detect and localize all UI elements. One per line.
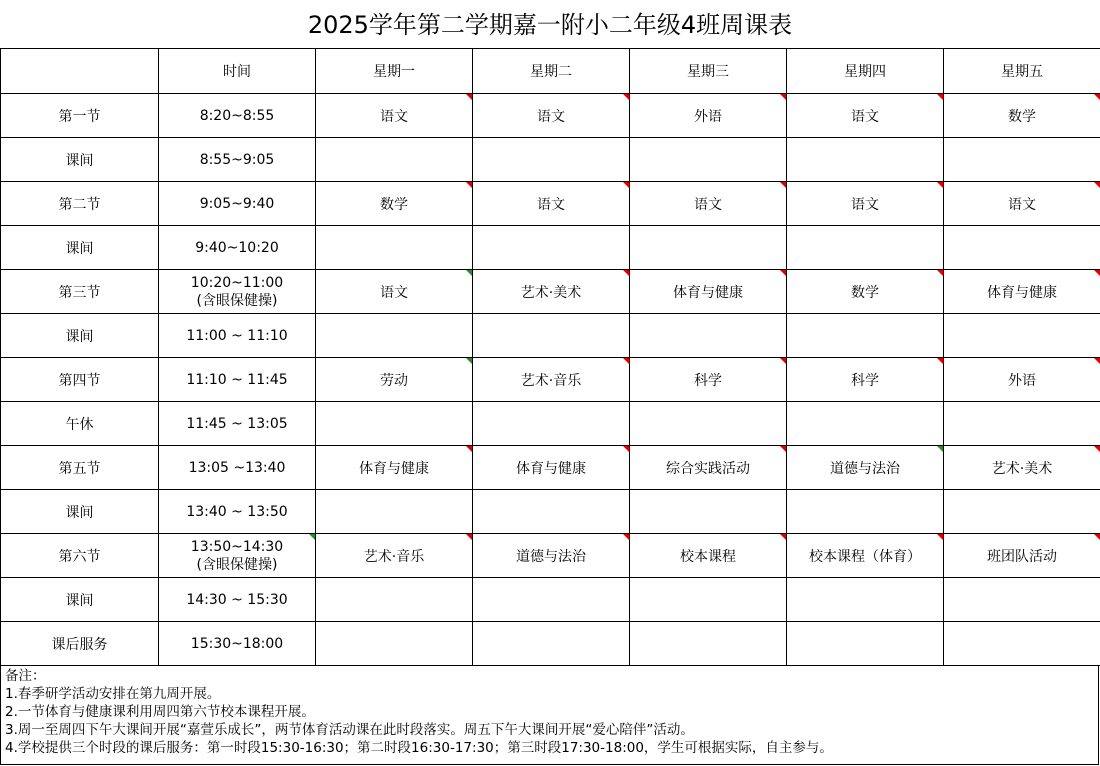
class-cell-friday	[944, 358, 1100, 402]
comment-marker	[937, 534, 943, 540]
comment-marker	[1094, 358, 1100, 364]
class-name: 外语	[1008, 372, 1036, 389]
class-cell-thursday	[787, 402, 944, 446]
class-cell-wednesday	[630, 490, 787, 534]
class-name: 语文	[380, 108, 408, 125]
time-cell	[159, 138, 316, 182]
time-cell	[159, 446, 316, 490]
class-cell-monday	[316, 358, 473, 402]
comment-marker	[780, 358, 786, 364]
time-text: (含眼保健操)	[196, 556, 278, 573]
comment-marker	[466, 534, 472, 540]
class-name: 数学	[1008, 108, 1036, 125]
comment-marker	[466, 270, 472, 276]
class-cell-thursday	[787, 182, 944, 226]
time-text: 13:40 ~ 13:50	[186, 503, 288, 520]
time-text: 14:30 ~ 15:30	[186, 591, 288, 608]
class-cell-friday	[944, 138, 1100, 182]
class-cell-monday	[316, 578, 473, 622]
class-cell-tuesday	[473, 182, 630, 226]
class-cell-monday	[316, 182, 473, 226]
schedule-row	[1, 270, 1100, 314]
class-name: 艺术·美术	[991, 460, 1053, 477]
class-name: 外语	[694, 108, 722, 125]
time-cell	[159, 182, 316, 226]
class-cell-friday	[944, 182, 1100, 226]
comment-marker	[780, 182, 786, 188]
comment-marker	[1094, 534, 1100, 540]
class-cell-monday	[316, 94, 473, 138]
class-cell-monday	[316, 138, 473, 182]
class-name: 班团队活动	[987, 548, 1057, 565]
schedule-row	[1, 578, 1100, 622]
class-cell-monday	[316, 402, 473, 446]
header-cell-time: 时间	[159, 49, 316, 94]
class-cell-monday	[316, 270, 473, 314]
comment-marker	[623, 446, 629, 452]
class-cell-thursday	[787, 534, 944, 578]
class-cell-friday	[944, 622, 1100, 666]
comment-marker	[1094, 182, 1100, 188]
comment-marker	[937, 358, 943, 364]
time-cell	[159, 270, 316, 314]
period-label: 第一节	[1, 94, 159, 138]
header-cell-monday: 星期一	[316, 49, 473, 94]
comment-marker	[466, 358, 472, 364]
time-cell	[159, 402, 316, 446]
period-label: 第六节	[1, 534, 159, 578]
period-label: 课间	[1, 226, 159, 270]
time-text: 13:50~14:30	[190, 538, 284, 555]
class-name: 语文	[851, 108, 879, 125]
comment-marker	[623, 270, 629, 276]
comment-marker	[780, 534, 786, 540]
class-name: 校本课程	[680, 548, 736, 565]
class-cell-thursday	[787, 358, 944, 402]
class-name: 体育与健康	[516, 460, 586, 477]
class-name: 科学	[851, 372, 879, 389]
class-cell-tuesday	[473, 226, 630, 270]
class-cell-wednesday	[630, 534, 787, 578]
class-name: 语文	[380, 284, 408, 301]
class-name: 数学	[851, 284, 879, 301]
class-cell-thursday	[787, 138, 944, 182]
schedule-row	[1, 402, 1100, 446]
class-cell-wednesday	[630, 94, 787, 138]
class-name: 道德与法治	[830, 460, 900, 477]
comment-marker	[623, 358, 629, 364]
class-cell-tuesday	[473, 578, 630, 622]
time-text: 15:30~18:00	[190, 635, 284, 652]
schedule-row	[1, 490, 1100, 534]
class-cell-monday	[316, 446, 473, 490]
period-label: 第二节	[1, 182, 159, 226]
class-name: 体育与健康	[673, 284, 743, 301]
time-text: 9:05~9:40	[199, 195, 275, 212]
period-label: 课间	[1, 578, 159, 622]
class-cell-tuesday	[473, 622, 630, 666]
class-name: 道德与法治	[516, 548, 586, 565]
schedule-row	[1, 534, 1100, 578]
class-name: 综合实践活动	[666, 460, 750, 477]
header-cell-thursday: 星期四	[787, 49, 944, 94]
comment-marker	[623, 534, 629, 540]
class-name: 数学	[380, 196, 408, 213]
note-line-4: 4.学校提供三个时段的课后服务：第一时段15:30-16:30；第二时段16:30-17:30；第三时段17:30-18:00，学生可根据实际，自主参与。	[5, 740, 833, 756]
schedule-row	[1, 314, 1100, 358]
page-title: 2025学年第二学期嘉一附小二年级4班周课表	[307, 11, 793, 39]
schedule-row	[1, 182, 1100, 226]
period-label: 课后服务	[1, 622, 159, 666]
comment-marker	[1094, 270, 1100, 276]
comment-marker	[1094, 446, 1100, 452]
time-cell	[159, 578, 316, 622]
class-cell-friday	[944, 578, 1100, 622]
comment-marker	[1094, 94, 1100, 100]
class-cell-wednesday	[630, 226, 787, 270]
time-text: 11:45 ~ 13:05	[186, 415, 288, 432]
class-name: 科学	[694, 372, 722, 389]
class-name: 体育与健康	[359, 460, 429, 477]
comment-marker	[937, 446, 943, 452]
class-name: 劳动	[380, 372, 408, 389]
class-cell-tuesday	[473, 138, 630, 182]
class-cell-friday	[944, 402, 1100, 446]
note-line-3: 3.周一至周四下午大课间开展“嘉萱乐成长”，两节体育活动课在此时段落实。周五下午大课间开展“爱心陪伴”活动。	[5, 722, 694, 738]
header-cell-empty	[1, 49, 159, 94]
class-cell-tuesday	[473, 402, 630, 446]
time-text: 11:00 ~ 11:10	[186, 327, 288, 344]
period-label: 课间	[1, 490, 159, 534]
class-cell-wednesday	[630, 270, 787, 314]
schedule-table	[0, 48, 1100, 666]
class-name: 艺术·音乐	[520, 372, 582, 389]
notes-heading: 备注：	[5, 668, 46, 684]
note-line-2: 2.一节体育与健康课利用周四第六节校本课程开展。	[5, 704, 315, 720]
class-name: 体育与健康	[987, 284, 1057, 301]
comment-marker	[623, 182, 629, 188]
class-name: 语文	[537, 196, 565, 213]
class-cell-tuesday	[473, 270, 630, 314]
class-cell-thursday	[787, 314, 944, 358]
class-cell-wednesday	[630, 314, 787, 358]
class-cell-monday	[316, 490, 473, 534]
notes-box	[0, 665, 1099, 765]
comment-marker	[937, 94, 943, 100]
time-text: (含眼保健操)	[196, 292, 278, 309]
class-cell-tuesday	[473, 534, 630, 578]
class-cell-monday	[316, 226, 473, 270]
class-cell-wednesday	[630, 402, 787, 446]
period-label: 第四节	[1, 358, 159, 402]
class-cell-friday	[944, 534, 1100, 578]
class-name: 艺术·音乐	[363, 548, 425, 565]
time-cell	[159, 226, 316, 270]
time-text: 8:20~8:55	[199, 107, 275, 124]
class-cell-thursday	[787, 446, 944, 490]
schedule-row	[1, 358, 1100, 402]
comment-marker	[466, 94, 472, 100]
class-name: 语文	[851, 196, 879, 213]
class-cell-friday	[944, 226, 1100, 270]
class-cell-monday	[316, 622, 473, 666]
comment-marker	[937, 270, 943, 276]
schedule-row	[1, 226, 1100, 270]
period-label: 第五节	[1, 446, 159, 490]
time-text: 13:05 ~13:40	[188, 459, 286, 476]
class-cell-wednesday	[630, 446, 787, 490]
time-cell	[159, 94, 316, 138]
time-text: 10:20~11:00	[190, 274, 284, 291]
class-name: 校本课程（体育）	[809, 548, 921, 565]
header-row	[1, 49, 1100, 94]
time-text: 11:10 ~ 11:45	[186, 371, 288, 388]
class-cell-tuesday	[473, 490, 630, 534]
class-cell-wednesday	[630, 622, 787, 666]
class-cell-monday	[316, 534, 473, 578]
class-cell-wednesday	[630, 358, 787, 402]
class-name: 语文	[537, 108, 565, 125]
class-cell-tuesday	[473, 94, 630, 138]
comment-marker	[780, 446, 786, 452]
comment-marker	[623, 94, 629, 100]
class-cell-thursday	[787, 226, 944, 270]
time-text: 9:40~10:20	[195, 239, 279, 256]
class-cell-tuesday	[473, 314, 630, 358]
class-cell-monday	[316, 314, 473, 358]
class-name: 语文	[694, 196, 722, 213]
note-line-1: 1.春季研学活动安排在第九周开展。	[5, 686, 221, 702]
header-cell-tuesday: 星期二	[473, 49, 630, 94]
schedule-row	[1, 446, 1100, 490]
period-label: 第三节	[1, 270, 159, 314]
comment-marker	[780, 94, 786, 100]
class-name: 艺术·美术	[520, 284, 582, 301]
comment-marker	[937, 182, 943, 188]
class-cell-thursday	[787, 270, 944, 314]
time-cell	[159, 622, 316, 666]
class-cell-tuesday	[473, 446, 630, 490]
class-name: 语文	[1008, 196, 1036, 213]
time-text: 8:55~9:05	[199, 151, 275, 168]
class-cell-thursday	[787, 622, 944, 666]
time-cell	[159, 314, 316, 358]
class-cell-thursday	[787, 94, 944, 138]
time-cell	[159, 534, 316, 578]
period-label: 课间	[1, 314, 159, 358]
schedule-row	[1, 622, 1100, 666]
period-label: 课间	[1, 138, 159, 182]
class-cell-friday	[944, 490, 1100, 534]
class-cell-thursday	[787, 578, 944, 622]
class-cell-friday	[944, 446, 1100, 490]
time-cell	[159, 490, 316, 534]
comment-marker	[309, 534, 315, 540]
class-cell-friday	[944, 314, 1100, 358]
header-cell-wednesday: 星期三	[630, 49, 787, 94]
period-label: 午休	[1, 402, 159, 446]
class-cell-friday	[944, 270, 1100, 314]
comment-marker	[466, 446, 472, 452]
comment-marker	[466, 182, 472, 188]
class-cell-wednesday	[630, 578, 787, 622]
class-cell-friday	[944, 94, 1100, 138]
time-cell	[159, 358, 316, 402]
header-cell-friday: 星期五	[944, 49, 1100, 94]
class-cell-wednesday	[630, 182, 787, 226]
class-cell-thursday	[787, 490, 944, 534]
schedule-row	[1, 138, 1100, 182]
class-cell-wednesday	[630, 138, 787, 182]
comment-marker	[780, 270, 786, 276]
class-cell-tuesday	[473, 358, 630, 402]
schedule-row	[1, 94, 1100, 138]
